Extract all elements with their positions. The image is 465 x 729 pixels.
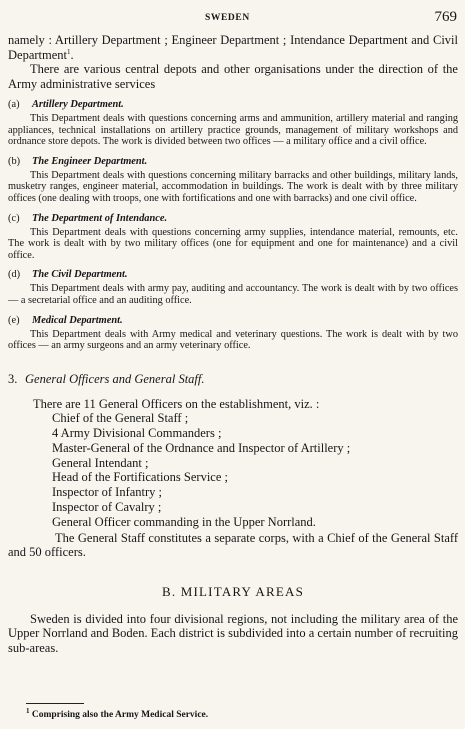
department-heading	[8, 315, 458, 327]
department-label: (b)	[8, 155, 21, 167]
intro-line-end: .	[70, 47, 74, 62]
officer-item: Chief of the General Staff ;	[52, 411, 189, 426]
department-title: The Engineer Department.	[32, 155, 148, 167]
department-title: The Department of Intendance.	[32, 212, 168, 224]
department-heading	[8, 156, 458, 168]
section-heading-general-officers	[8, 372, 458, 387]
officer-item: Inspector of Infantry ;	[52, 485, 163, 500]
page-body	[8, 33, 458, 655]
page-number: 769	[434, 9, 457, 25]
department-text: This Department deals with army pay, auditing and accountancy. The work is dealt with by two offices — a secretarial office and an auditing office.	[8, 283, 458, 306]
department-label: (a)	[8, 99, 20, 110]
officer-item: Master-General of the Ordnance and Inspector of Artillery ;	[52, 440, 351, 455]
department-text: This Department deals with questions concerning military barracks and other buildings, military lands, musketry ranges, engineer material, accommodation in buildings. The work is dealt with by three military offices (one dealing with troops, one with fortifications and one with barracks) and one civil office.	[8, 169, 458, 204]
intro-paragraph: There are various central depots and other organisations under the direction of the Army administrative services	[8, 62, 458, 91]
department-label: (e)	[8, 314, 20, 326]
officers-list	[8, 411, 458, 529]
department-text: This Department deals with questions concerning army supplies, intendance material, remounts, etc. The work is dealt with by two military offices (one for equipment and one for maintenance) and a civil office.	[8, 226, 458, 261]
department-label: (c)	[8, 212, 20, 224]
intro-line-text: namely : Artillery Department ; Engineer Department ; Intendance Department and Civil Department	[8, 33, 458, 62]
officer-item: Inspector of Cavalry ;	[52, 500, 162, 514]
department-heading	[8, 213, 458, 225]
department-block-civil	[8, 269, 458, 306]
department-title: The Civil Department.	[32, 269, 128, 281]
footnote	[26, 706, 209, 720]
military-areas-paragraph: Sweden is divided into four divisional regions, not including the military area of the Upper Norrland and Boden. Each district is subdivided into a certain number of recruiting sub-areas.	[8, 611, 458, 655]
officer-item: General Officer commanding in the Upper Norrland.	[52, 514, 316, 529]
officer-item: Head of the Fortifications Service ;	[52, 470, 228, 485]
department-title: Artillery Department.	[32, 99, 124, 110]
intro-line	[8, 33, 458, 62]
general-staff-note: The General Staff constitutes a separate corps, with a Chief of the General Staff and 50 officers.	[8, 530, 458, 560]
running-head: SWEDEN	[205, 13, 250, 23]
footnote-marker: 1	[26, 706, 30, 715]
department-text: This Department deals with questions concerning arms and ammunition, artillery material and ranging appliances, technical installations on artillery practice grounds, management of military workshops and ordnance store depots. The work is divided between two offices — a military office and a civil office.	[8, 113, 458, 148]
footnote-divider	[26, 703, 84, 704]
page-header	[0, 8, 465, 30]
officer-item: 4 Army Divisional Commanders ;	[52, 426, 222, 441]
department-heading	[8, 99, 458, 111]
department-heading	[8, 269, 458, 281]
footnote-text: Comprising also the Army Medical Service.	[31, 710, 209, 720]
department-block-artillery	[8, 99, 458, 148]
section-title: General Officers and General Staff.	[25, 371, 205, 386]
department-block-medical	[8, 315, 458, 352]
department-text: This Department deals with Army medical and veterinary questions. The work is dealt with by two offices — an army surgeons and an army veterinary office.	[8, 328, 458, 352]
officers-intro: There are 11 General Officers on the establishment, viz. :	[33, 396, 320, 411]
officer-item: General Intendant ;	[52, 455, 149, 470]
department-block-intendance	[8, 213, 458, 262]
section-heading-military-areas: B. MILITARY AREAS	[161, 583, 305, 599]
department-label: (d)	[8, 269, 21, 281]
section-number: 3.	[8, 371, 18, 386]
department-title: Medical Department.	[32, 314, 123, 326]
footnote-reference: 1	[67, 47, 71, 56]
department-block-engineer	[8, 156, 458, 205]
